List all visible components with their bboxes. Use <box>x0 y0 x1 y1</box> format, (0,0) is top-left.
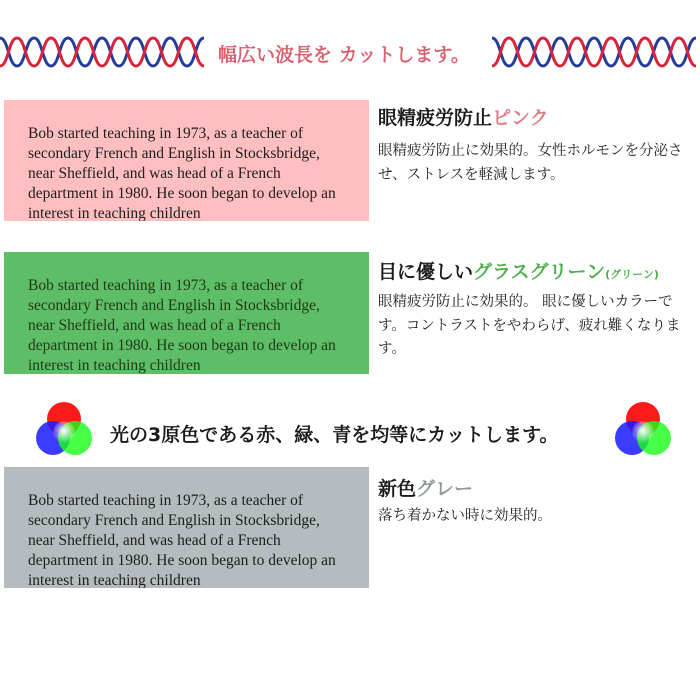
pink-heading <box>378 103 549 130</box>
gray-description: 落ち着かない時に効果的。 <box>378 508 552 524</box>
gray-heading-accent: グレー <box>416 478 474 500</box>
pink-description: 眼精疲労防止に効果的。女性ホルモンを分泌させ、ストレスを軽減します。 <box>378 143 683 183</box>
rgb-color-circles-icon <box>612 399 674 461</box>
pink-heading-accent: ピンク <box>492 107 549 129</box>
sample-text: Bob started teaching in 1973, as a teacher of secondary French and English in Stocksbridge, near Sheffield, and was head of a French department in 1980. He soon began to develop an interest in teaching children <box>28 492 336 588</box>
green-heading-note: (グリーン) <box>605 268 659 281</box>
gray-lens-sample <box>4 467 369 588</box>
rgb-color-circles-icon <box>33 399 95 461</box>
sample-text: Bob started teaching in 1973, as a teacher of secondary French and English in Stocksbridge, near Sheffield, and was head of a French department in 1980. He soon began to develop an interest in teaching children <box>28 277 336 374</box>
green-heading-accent: グラスグリーン <box>473 261 606 283</box>
green-heading <box>378 257 659 284</box>
pink-lens-sample <box>4 100 369 221</box>
rgb-cut-description: 光の3原色である赤、緑、青を均等にカットします。 <box>110 424 559 446</box>
pink-heading-prefix: 眼精疲労防止 <box>378 107 493 129</box>
wave-decoration-left-icon <box>0 32 210 72</box>
green-lens-sample <box>4 252 369 374</box>
gray-heading-prefix: 新色 <box>378 478 417 500</box>
banner-title: 幅広い波長を カットします。 <box>218 44 470 66</box>
wave-decoration-right-icon <box>488 32 700 72</box>
green-description: 眼精疲労防止に効果的。 眼に優しいカラーです。コントラストをやわらげ、疲れ難くなります。 <box>378 294 681 357</box>
sample-text: Bob started teaching in 1973, as a teacher of secondary French and English in Stocksbridge, near Sheffield, and was head of a French department in 1980. He soon began to develop an interest in teaching children <box>28 125 336 221</box>
green-heading-prefix: 目に優しい <box>378 261 474 283</box>
gray-heading <box>378 474 473 501</box>
